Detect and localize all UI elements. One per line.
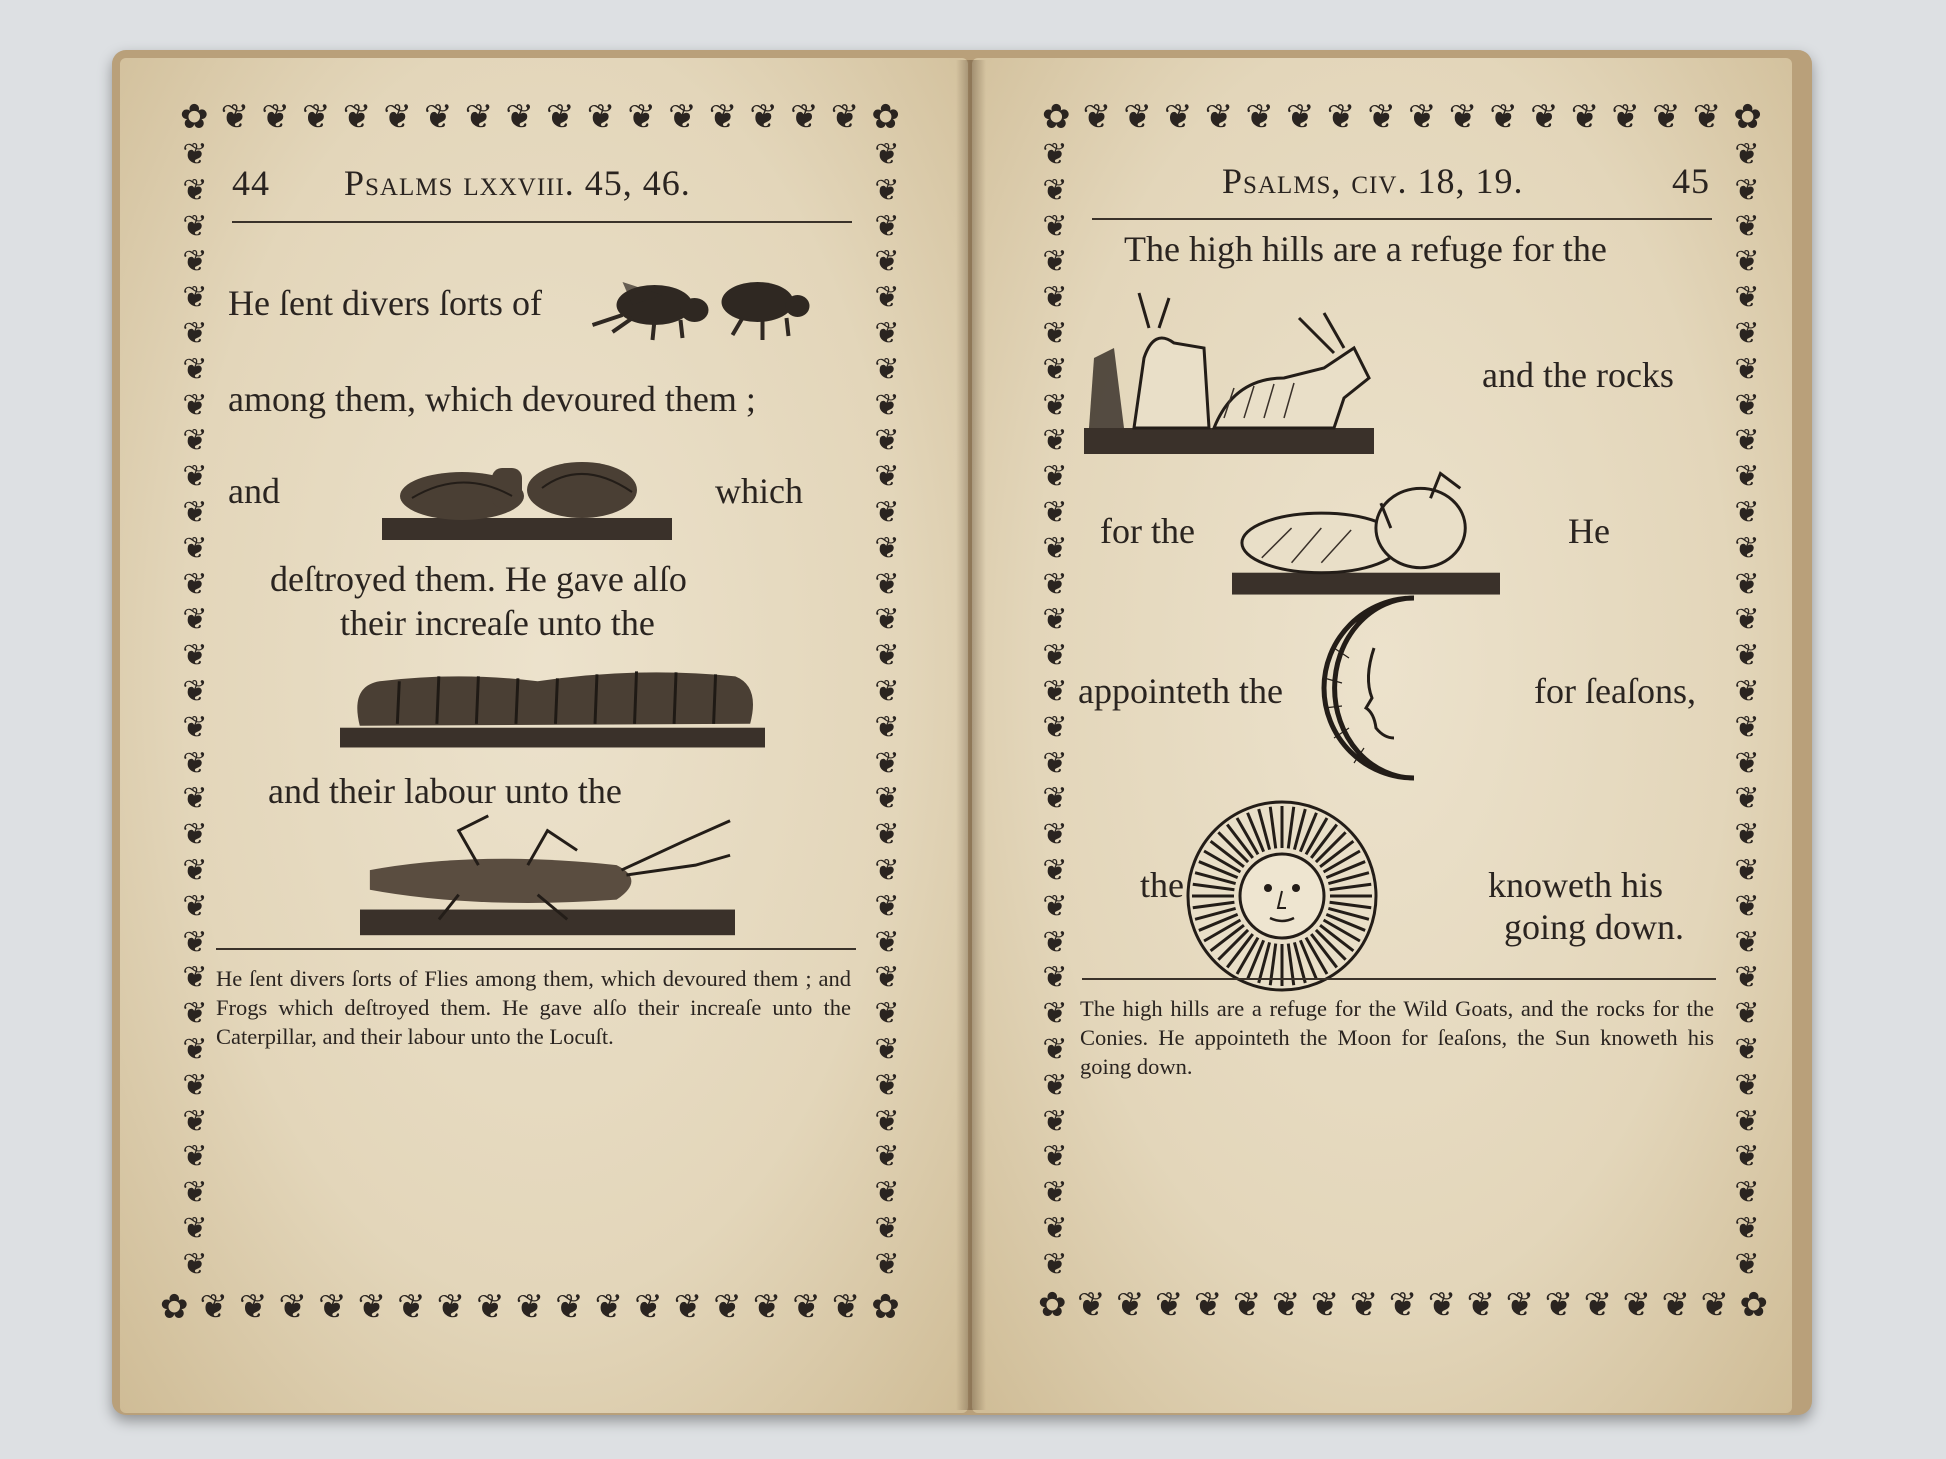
fleuron-icon: ❦ [627, 97, 656, 137]
fleuron-icon: ❦ [1734, 709, 1760, 745]
text-line: which [715, 471, 803, 511]
fleuron-icon: ❦ [874, 137, 900, 172]
fleuron-icon: ❦ [1734, 387, 1760, 423]
caterpillar-illustration [340, 656, 765, 751]
fleuron-icon: ❦ [874, 638, 900, 674]
fleuron-icon: ❦ [1734, 960, 1760, 996]
left-bottom-border [160, 1287, 900, 1327]
fleuron-icon: ❦ [1154, 1285, 1184, 1325]
text-line: among them, which devoured them ; [228, 379, 756, 419]
fleuron-icon: ❦ [239, 1287, 268, 1327]
fleuron-icon: ❦ [1734, 137, 1760, 172]
fleuron-icon: ❦ [1734, 602, 1760, 638]
fleuron-icon: ❦ [182, 1103, 208, 1139]
fleuron-icon: ❦ [182, 172, 208, 208]
fleuron-icon: ❦ [1734, 208, 1760, 244]
fleuron-icon: ❦ [357, 1287, 387, 1327]
fleuron-icon: ❦ [464, 97, 494, 137]
fleuron-icon: ❦ [1042, 709, 1068, 745]
fleuron-icon: ❦ [792, 1287, 821, 1327]
corner-ornament-icon: ✿ [1038, 1285, 1067, 1325]
fleuron-icon: ❦ [278, 1287, 308, 1327]
fleuron-icon: ❦ [1700, 1285, 1729, 1325]
fleuron-icon: ❦ [1042, 280, 1068, 316]
fleuron-icon: ❦ [1489, 97, 1518, 137]
fleuron-icon: ❦ [1042, 960, 1068, 996]
fleuron-icon: ❦ [182, 1175, 208, 1211]
fleuron-icon: ❦ [397, 1287, 426, 1327]
fleuron-icon: ❦ [1734, 996, 1760, 1032]
text-line: The high hills are a refuge for the [1124, 229, 1607, 269]
fleuron-icon: ❦ [668, 97, 697, 137]
caption: He ſent divers ſorts of Flies among them, which devoured them ; and Frogs which deſtroyed them. He gave alſo their increaſe unto the Caterpillar, and their labour unto the Locuſt. [216, 966, 851, 1049]
fleuron-icon: ❦ [1042, 423, 1068, 459]
fleuron-icon: ❦ [1734, 638, 1760, 674]
fleuron-icon: ❦ [182, 1139, 208, 1175]
fleuron-icon: ❦ [1042, 1175, 1068, 1211]
fleuron-icon: ❦ [1042, 673, 1068, 709]
left-side-border [1038, 137, 1072, 1282]
fleuron-icon: ❦ [1734, 745, 1760, 781]
fleuron-icon: ❦ [555, 1287, 584, 1327]
fleuron-icon: ❦ [182, 1067, 208, 1103]
text-line: going down. [1504, 907, 1684, 947]
fleuron-icon: ❦ [1734, 924, 1760, 960]
fleuron-icon: ❦ [1349, 1285, 1379, 1325]
right-bottom-border [1038, 1285, 1768, 1325]
corner-ornament-icon: ✿ [180, 97, 209, 137]
fleuron-icon: ❦ [1734, 494, 1760, 530]
fleuron-icon: ❦ [1042, 817, 1068, 853]
fleuron-icon: ❦ [182, 638, 208, 674]
text-line: for ſeaſons, [1534, 671, 1696, 711]
caption-rule [1082, 978, 1716, 980]
fleuron-icon: ❦ [830, 97, 860, 137]
fleuron-icon: ❦ [874, 745, 900, 781]
fleuron-icon: ❦ [1042, 924, 1068, 960]
fleuron-icon: ❦ [1622, 1285, 1652, 1325]
fleuron-icon: ❦ [874, 494, 900, 530]
fleuron-icon: ❦ [182, 387, 208, 423]
moon-illustration [1294, 588, 1454, 788]
fleuron-icon: ❦ [874, 530, 900, 566]
text-line: their increaſe unto the [340, 603, 655, 643]
fleuron-icon: ❦ [874, 960, 900, 996]
fleuron-icon: ❦ [182, 709, 208, 745]
fleuron-icon: ❦ [874, 602, 900, 638]
fleuron-icon: ❦ [424, 97, 453, 137]
fleuron-icon: ❦ [1734, 280, 1760, 316]
fleuron-icon: ❦ [874, 1246, 900, 1282]
fleuron-icon: ❦ [383, 97, 412, 137]
conies-illustration [1232, 468, 1500, 598]
fleuron-icon: ❦ [1232, 1285, 1262, 1325]
fleuron-icon: ❦ [594, 1287, 624, 1327]
fleuron-icon: ❦ [874, 566, 900, 602]
wild-goats-illustration [1084, 288, 1374, 458]
book-gutter [956, 60, 986, 1410]
fleuron-icon: ❦ [1367, 97, 1396, 137]
fleuron-icon: ❦ [1076, 1285, 1106, 1325]
fleuron-icon: ❦ [1734, 852, 1760, 888]
right-side-border [870, 137, 904, 1282]
fleuron-icon: ❦ [182, 423, 208, 459]
fleuron-icon: ❦ [874, 280, 900, 316]
corner-ornament-icon: ✿ [160, 1287, 189, 1327]
fleuron-icon: ❦ [1734, 817, 1760, 853]
left-page [120, 58, 968, 1413]
fleuron-icon: ❦ [261, 97, 290, 137]
fleuron-icon: ❦ [1734, 315, 1760, 351]
text-line: and [228, 471, 280, 511]
fleuron-icon: ❦ [1042, 387, 1068, 423]
fleuron-icon: ❦ [436, 1287, 466, 1327]
fleuron-icon: ❦ [1286, 97, 1315, 137]
fleuron-icon: ❦ [342, 97, 372, 137]
running-head: Psalms lxxviii. 45, 46. [344, 163, 691, 203]
fleuron-icon: ❦ [476, 1287, 505, 1327]
fleuron-icon: ❦ [874, 673, 900, 709]
header-rule [232, 221, 852, 223]
caption: The high hills are a refuge for the Wild Goats, and the rocks for the Conies. He appointeth the Moon for ſeaſons, the Sun knoweth his going down. [1080, 996, 1714, 1079]
fleuron-icon: ❦ [1734, 1139, 1760, 1175]
fleuron-icon: ❦ [1734, 1210, 1760, 1246]
fleuron-icon: ❦ [874, 351, 900, 387]
fleuron-icon: ❦ [220, 97, 250, 137]
fleuron-icon: ❦ [713, 1287, 742, 1327]
fleuron-icon: ❦ [1042, 530, 1068, 566]
fleuron-icon: ❦ [1042, 494, 1068, 530]
fleuron-icon: ❦ [673, 1287, 703, 1327]
fleuron-icon: ❦ [1310, 1285, 1340, 1325]
fleuron-icon: ❦ [1466, 1285, 1496, 1325]
fleuron-icon: ❦ [1042, 459, 1068, 495]
fleuron-icon: ❦ [831, 1287, 861, 1327]
fleuron-icon: ❦ [182, 852, 208, 888]
fleuron-icon: ❦ [182, 459, 208, 495]
fleuron-icon: ❦ [1042, 1103, 1068, 1139]
fleuron-icon: ❦ [752, 1287, 782, 1327]
fleuron-icon: ❦ [1042, 638, 1068, 674]
fleuron-icon: ❦ [874, 996, 900, 1032]
fleuron-icon: ❦ [874, 1175, 900, 1211]
fleuron-icon: ❦ [1164, 97, 1193, 137]
fleuron-icon: ❦ [1245, 97, 1274, 137]
fleuron-icon: ❦ [182, 315, 208, 351]
fleuron-icon: ❦ [749, 97, 778, 137]
right-page [972, 58, 1792, 1413]
fleuron-icon: ❦ [1042, 888, 1068, 924]
fleuron-icon: ❦ [874, 172, 900, 208]
fleuron-icon: ❦ [1042, 137, 1068, 172]
caption-rule [216, 948, 856, 950]
fleuron-icon: ❦ [1734, 781, 1760, 817]
fleuron-icon: ❦ [1734, 1067, 1760, 1103]
corner-ornament-icon: ✿ [1739, 1285, 1768, 1325]
fleuron-icon: ❦ [1530, 97, 1559, 137]
sun-illustration [1182, 796, 1382, 996]
corner-ornament-icon: ✿ [1733, 97, 1762, 137]
fleuron-icon: ❦ [1692, 97, 1722, 137]
fleuron-icon: ❦ [1204, 97, 1234, 137]
fleuron-icon: ❦ [1734, 566, 1760, 602]
fleuron-icon: ❦ [515, 1287, 545, 1327]
fleuron-icon: ❦ [1505, 1285, 1535, 1325]
fleuron-icon: ❦ [302, 97, 331, 137]
fleuron-icon: ❦ [1042, 351, 1068, 387]
header-rule [1092, 218, 1712, 220]
fleuron-icon: ❦ [182, 602, 208, 638]
corner-ornament-icon: ✿ [1042, 97, 1071, 137]
fleuron-icon: ❦ [1652, 97, 1681, 137]
fleuron-icon: ❦ [874, 781, 900, 817]
fleuron-icon: ❦ [874, 709, 900, 745]
fleuron-icon: ❦ [1271, 1285, 1301, 1325]
fleuron-icon: ❦ [1082, 97, 1112, 137]
fleuron-icon: ❦ [1408, 97, 1437, 137]
fleuron-icon: ❦ [182, 924, 208, 960]
fleuron-icon: ❦ [1042, 172, 1068, 208]
locust-illustration [360, 810, 735, 940]
fleuron-icon: ❦ [182, 781, 208, 817]
fleuron-icon: ❦ [1388, 1285, 1418, 1325]
fleuron-icon: ❦ [1042, 1031, 1068, 1067]
corner-ornament-icon: ✿ [871, 1287, 900, 1327]
fleuron-icon: ❦ [874, 888, 900, 924]
fleuron-icon: ❦ [182, 1210, 208, 1246]
fleuron-icon: ❦ [182, 817, 208, 853]
fleuron-icon: ❦ [1583, 1285, 1613, 1325]
fleuron-icon: ❦ [1042, 208, 1068, 244]
fleuron-icon: ❦ [874, 459, 900, 495]
fleuron-icon: ❦ [182, 280, 208, 316]
fleuron-icon: ❦ [874, 1139, 900, 1175]
fleuron-icon: ❦ [874, 852, 900, 888]
fleuron-icon: ❦ [1042, 996, 1068, 1032]
fleuron-icon: ❦ [182, 208, 208, 244]
fleuron-icon: ❦ [1115, 1285, 1145, 1325]
fleuron-icon: ❦ [182, 745, 208, 781]
fleuron-icon: ❦ [182, 996, 208, 1032]
fleuron-icon: ❦ [1734, 459, 1760, 495]
fleuron-icon: ❦ [790, 97, 819, 137]
text-line: deſtroyed them. He gave alſo [270, 559, 687, 599]
fleuron-icon: ❦ [1734, 172, 1760, 208]
fleuron-icon: ❦ [1042, 781, 1068, 817]
fleuron-icon: ❦ [1042, 315, 1068, 351]
fleuron-icon: ❦ [1042, 566, 1068, 602]
fleuron-icon: ❦ [182, 530, 208, 566]
right-top-border [1042, 97, 1762, 137]
text-line: knoweth his [1488, 865, 1663, 905]
fleuron-icon: ❦ [182, 960, 208, 996]
fleuron-icon: ❦ [505, 97, 534, 137]
fleuron-icon: ❦ [874, 208, 900, 244]
page-number: 44 [232, 163, 270, 203]
fleuron-icon: ❦ [1611, 97, 1640, 137]
fleuron-icon: ❦ [1734, 423, 1760, 459]
fleuron-icon: ❦ [1734, 1246, 1760, 1282]
text-line: the [1140, 865, 1184, 905]
text-line: He ſent divers ſorts of [228, 283, 542, 323]
fleuron-icon: ❦ [586, 97, 616, 137]
fleuron-icon: ❦ [1123, 97, 1152, 137]
flies-illustration [590, 260, 815, 360]
fleuron-icon: ❦ [874, 924, 900, 960]
fleuron-icon: ❦ [199, 1287, 229, 1327]
fleuron-icon: ❦ [634, 1287, 663, 1327]
fleuron-icon: ❦ [708, 97, 738, 137]
fleuron-icon: ❦ [1042, 852, 1068, 888]
fleuron-icon: ❦ [874, 1103, 900, 1139]
fleuron-icon: ❦ [546, 97, 575, 137]
page-number: 45 [1672, 161, 1710, 201]
fleuron-icon: ❦ [318, 1287, 347, 1327]
fleuron-icon: ❦ [1448, 97, 1478, 137]
right-side-border [1730, 137, 1764, 1282]
fleuron-icon: ❦ [1734, 244, 1760, 280]
fleuron-icon: ❦ [1734, 1175, 1760, 1211]
fleuron-icon: ❦ [182, 494, 208, 530]
fleuron-icon: ❦ [1193, 1285, 1223, 1325]
frogs-illustration [382, 448, 672, 543]
fleuron-icon: ❦ [1734, 1103, 1760, 1139]
fleuron-icon: ❦ [874, 387, 900, 423]
fleuron-icon: ❦ [182, 888, 208, 924]
text-line: for the [1100, 511, 1195, 551]
fleuron-icon: ❦ [1734, 888, 1760, 924]
fleuron-icon: ❦ [874, 244, 900, 280]
fleuron-icon: ❦ [1042, 1246, 1068, 1282]
fleuron-icon: ❦ [182, 137, 208, 172]
fleuron-icon: ❦ [1042, 244, 1068, 280]
fleuron-icon: ❦ [182, 1031, 208, 1067]
fleuron-icon: ❦ [1042, 1139, 1068, 1175]
fleuron-icon: ❦ [874, 817, 900, 853]
fleuron-icon: ❦ [1326, 97, 1356, 137]
left-top-border [180, 97, 900, 137]
fleuron-icon: ❦ [1042, 745, 1068, 781]
fleuron-icon: ❦ [874, 1031, 900, 1067]
fleuron-icon: ❦ [874, 1210, 900, 1246]
left-side-border [178, 137, 212, 1282]
fleuron-icon: ❦ [182, 1246, 208, 1282]
fleuron-icon: ❦ [1734, 530, 1760, 566]
fleuron-icon: ❦ [874, 423, 900, 459]
fleuron-icon: ❦ [1570, 97, 1600, 137]
fleuron-icon: ❦ [874, 1067, 900, 1103]
fleuron-icon: ❦ [182, 673, 208, 709]
fleuron-icon: ❦ [182, 244, 208, 280]
fleuron-icon: ❦ [1734, 673, 1760, 709]
text-line: He [1568, 511, 1610, 551]
fleuron-icon: ❦ [1042, 1067, 1068, 1103]
fleuron-icon: ❦ [1661, 1285, 1690, 1325]
fleuron-icon: ❦ [1427, 1285, 1457, 1325]
running-head: Psalms, civ. 18, 19. [1222, 161, 1524, 201]
fleuron-icon: ❦ [1042, 1210, 1068, 1246]
fleuron-icon: ❦ [1734, 1031, 1760, 1067]
fleuron-icon: ❦ [1042, 602, 1068, 638]
fleuron-icon: ❦ [182, 566, 208, 602]
fleuron-icon: ❦ [1734, 351, 1760, 387]
text-line: and the rocks [1482, 355, 1674, 395]
fleuron-icon: ❦ [874, 315, 900, 351]
fleuron-icon: ❦ [1544, 1285, 1574, 1325]
fleuron-icon: ❦ [182, 351, 208, 387]
text-line: appointeth the [1078, 671, 1283, 711]
text-line: and their labour unto the [268, 771, 622, 811]
corner-ornament-icon: ✿ [871, 97, 900, 137]
